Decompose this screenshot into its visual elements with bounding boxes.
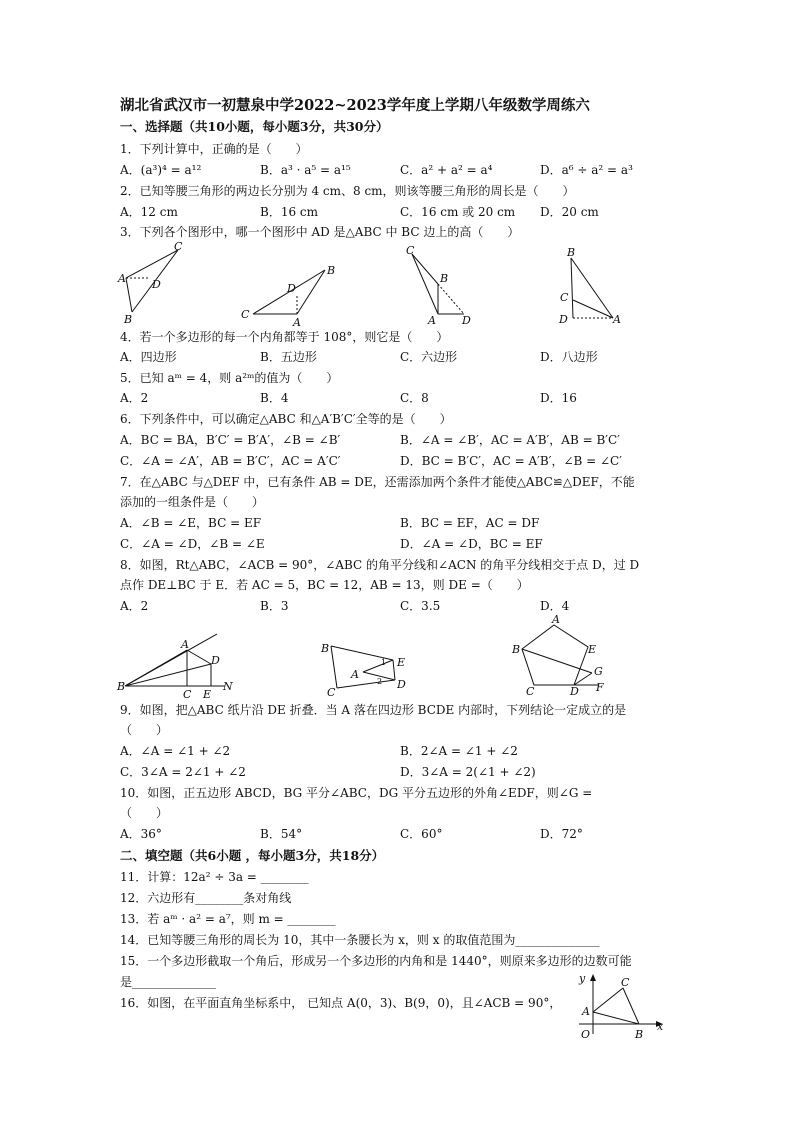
- q1-option-c: C．a² + a² = a⁴: [400, 163, 493, 177]
- q3d-label-B: B: [567, 246, 576, 259]
- q10-label-A: A: [552, 613, 560, 626]
- q9-label-D: D: [397, 678, 406, 691]
- q3d-label-C: C: [560, 291, 569, 304]
- q3c-label-D: D: [462, 314, 471, 327]
- q3c-label-C: C: [406, 244, 415, 257]
- q9-option-b: B．2∠A = ∠1 + ∠2: [400, 744, 518, 758]
- q4-option-d: D．八边形: [540, 350, 598, 364]
- page-title: 湖北省武汉市一初慧泉中学2022~2023学年度上学期八年级数学周练六: [120, 97, 590, 114]
- question-16: 16．如图，在平面直角坐标系中， 已知点 A(0，3)、B(9，0)，且∠ACB = 90°，: [120, 996, 562, 1010]
- question-7-line1: 7．在△ABC 与△DEF 中，已有条件 AB = DE，还需添加两个条件才能使△ABC≌△DEF，不能: [120, 475, 635, 489]
- q10-label-C: C: [526, 685, 535, 698]
- q10-label-F: F: [596, 681, 604, 694]
- section-fill-heading: 二、填空题（共6小题 ，每小题3分，共18分）: [120, 848, 385, 863]
- q6-option-d: D．BC = B′C′，AC = A′B′，∠B = ∠C′: [400, 454, 622, 468]
- q7-option-b: B．BC = EF，AC = DF: [400, 516, 540, 530]
- q8-figure: [115, 628, 245, 700]
- q10-figure: [508, 613, 618, 699]
- q5-option-c: C．8: [400, 391, 429, 405]
- question-2: 2．已知等腰三角形的两边长分别为 4 cm、8 cm，则该等腰三角形的周长是（ ）: [120, 184, 575, 198]
- question-1: 1．下列计算中，正确的是（ ）: [120, 142, 308, 156]
- question-12: 12．六边形有________条对角线: [120, 891, 292, 905]
- q10-label-E: E: [588, 643, 597, 656]
- q9-angle-1: 1: [381, 658, 387, 667]
- q10-option-a: A．36°: [120, 827, 162, 841]
- q9-option-c: C．3∠A = 2∠1 + ∠2: [120, 765, 246, 779]
- q8-option-c: C．3.5: [400, 599, 441, 613]
- q9-figure: [315, 636, 415, 700]
- q6-option-a: A．BC = BA，B′C′ = B′A′，∠B = ∠B′: [120, 433, 341, 447]
- q8-option-a: A．2: [120, 599, 149, 613]
- question-15-line1: 15．一个多边形截取一个角后，形成另一个多边形的内角和是 1440°，则原来多边形的边数可能: [120, 954, 632, 968]
- q8-option-d: D．4: [540, 599, 570, 613]
- q16-label-B: B: [635, 1028, 644, 1041]
- question-10-line2: （ ）: [120, 806, 169, 820]
- q3-figure-d: [555, 244, 635, 328]
- question-6: 6．下列条件中，可以确定△ABC 和△A′B′C′全等的是（ ）: [120, 412, 452, 426]
- question-14: 14．已知等腰三角形的周长为 10，其中一条腰长为 x，则 x 的取值范围为______________: [120, 933, 600, 947]
- question-4: 4．若一个多边形的每一个内角都等于 108°，则它是（ ）: [120, 330, 449, 344]
- q6-option-b: B．∠A = ∠B′，AC = A′B′，AB = B′C′: [400, 433, 620, 447]
- q3b-label-A: A: [293, 316, 301, 328]
- q4-option-b: B．五边形: [260, 350, 317, 364]
- q4-option-c: C．六边形: [400, 350, 458, 364]
- q5-option-b: B．4: [260, 391, 289, 405]
- q4-option-a: A．四边形: [120, 350, 177, 364]
- q2-option-c: C．16 cm 或 20 cm: [400, 205, 516, 219]
- question-10-line1: 10．如图，正五边形 ABCD，BG 平分∠ABC，DG 平分五边形的外角∠EDF，则∠G =: [120, 786, 593, 800]
- q1-option-d: D．a⁶ ÷ a² = a³: [540, 163, 633, 177]
- q3d-label-D: D: [559, 313, 568, 326]
- section-choice-heading: 一、选择题（共10小题，每小题3分，共30分）: [120, 119, 389, 134]
- question-8-line1: 8．如图，Rt△ABC，∠ACB = 90°，∠ABC 的角平分线和∠ACN 的角平分线相交于点 D，过 D: [120, 558, 640, 572]
- q10-option-d: D．72°: [540, 827, 583, 841]
- question-9-line2: （ ）: [120, 723, 169, 737]
- question-3: 3．下列各个图形中，哪一个图形中 AD 是△ABC 中 BC 边上的高（ ）: [120, 225, 520, 239]
- q10-option-b: B．54°: [260, 827, 303, 841]
- q9-label-E: E: [397, 656, 406, 669]
- q7-option-c: C．∠A = ∠D，∠B = ∠E: [120, 537, 265, 551]
- q3-figure-c: [400, 242, 490, 328]
- q16-label-y: y: [579, 972, 586, 985]
- q9-option-d: D．3∠A = 2(∠1 + ∠2): [400, 765, 536, 779]
- q5-option-d: D．16: [540, 391, 577, 405]
- q10-option-c: C．60°: [400, 827, 443, 841]
- q3b-label-C: C: [241, 308, 250, 321]
- q10-label-G: G: [594, 665, 603, 678]
- q3b-label-B: B: [327, 264, 336, 277]
- q3c-label-A: A: [428, 314, 436, 327]
- q16-label-C: C: [621, 976, 630, 989]
- q16-label-x: x: [657, 1020, 664, 1033]
- q9-option-a: A．∠A = ∠1 + ∠2: [120, 744, 231, 758]
- q2-option-b: B．16 cm: [260, 205, 319, 219]
- q8-label-D: D: [211, 654, 220, 667]
- q8-label-C: C: [183, 688, 192, 700]
- q2-option-d: D．20 cm: [540, 205, 599, 219]
- question-15-line2: 是______________: [120, 975, 217, 989]
- q1-option-b: B．a³ · a⁵ = a¹⁵: [260, 163, 351, 177]
- question-7-line2: 添加的一组条件是（ ）: [120, 495, 265, 509]
- q16-label-A: A: [582, 1005, 590, 1018]
- q3a-label-A: A: [118, 272, 126, 285]
- q7-option-a: A．∠B = ∠E，BC = EF: [120, 516, 262, 530]
- q8-label-N: N: [223, 680, 233, 693]
- q3b-label-D: D: [287, 282, 296, 295]
- q3c-label-B: B: [440, 272, 449, 285]
- q8-option-b: B．3: [260, 599, 289, 613]
- q8-label-E: E: [203, 688, 212, 700]
- q9-label-A: A: [351, 668, 359, 681]
- q9-angle-2: 2: [377, 677, 383, 686]
- q3-figure-b: [235, 262, 345, 328]
- q3a-label-D: D: [152, 278, 161, 291]
- question-8-line2: 点作 DE⊥BC 于 E．若 AC = 5，BC = 12，AB = 13，则 DE =（ ）: [120, 578, 529, 592]
- question-13: 13．若 aᵐ · a² = a⁷，则 m = ________: [120, 912, 336, 926]
- q9-label-B: B: [321, 642, 330, 655]
- q8-label-A: A: [181, 638, 189, 651]
- q6-option-c: C．∠A = ∠A′，AB = B′C′，AC = A′C′: [120, 454, 341, 468]
- q1-option-a: A．(a³)⁴ = a¹²: [120, 163, 202, 177]
- q3a-label-B: B: [124, 313, 133, 326]
- q9-label-C: C: [327, 686, 336, 699]
- q8-label-B: B: [117, 680, 126, 693]
- question-5: 5．已知 aᵐ = 4，则 a²ᵐ的值为（ ）: [120, 371, 339, 385]
- question-9-line1: 9．如图，把△ABC 纸片沿 DE 折叠．当 A 落在四边形 BCDE 内部时，下列结论一定成立的是: [120, 703, 627, 717]
- q10-label-B: B: [512, 643, 521, 656]
- q10-label-D: D: [570, 685, 579, 698]
- q5-option-a: A．2: [120, 391, 149, 405]
- q16-figure: [575, 972, 670, 1044]
- question-11: 11．计算：12a² ÷ 3a = ________: [120, 870, 309, 884]
- q16-label-O: O: [581, 1028, 591, 1041]
- q3a-label-C: C: [174, 240, 183, 253]
- q2-option-a: A．12 cm: [120, 205, 178, 219]
- q7-option-d: D．∠A = ∠D，BC = EF: [400, 537, 543, 551]
- q3-figure-a: [110, 240, 200, 328]
- q3d-label-A: A: [613, 313, 621, 326]
